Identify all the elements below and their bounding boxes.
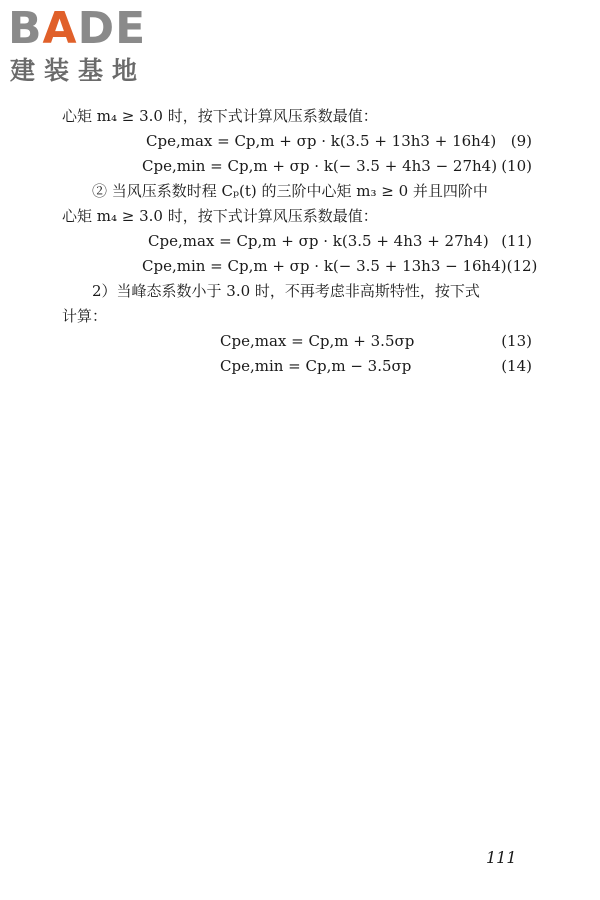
logo-wordmark: BADE	[8, 3, 147, 54]
equation-14: Cpe,min = Cp,m − 3.5σp (14)	[220, 357, 532, 375]
equation-12: Cpe,min = Cp,m + σp · k(− 3.5 + 13h3 − 16h4) (12)	[142, 257, 538, 275]
equation-11: Cpe,max = Cp,m + σp · k(3.5 + 4h3 + 27h4) (11)	[148, 232, 532, 250]
logo	[8, 3, 178, 88]
equation-13: Cpe,max = Cp,m + 3.5σp (13)	[220, 332, 532, 350]
logo-chinese-name: 建装基地	[10, 56, 147, 85]
text-line: 心矩 m₄ ≥ 3.0 时，按下式计算风压系数最值：	[62, 107, 378, 125]
text-line: ② 当风压系数时程 Cₚ(t) 的三阶中心矩 m₃ ≥ 0 并且四阶中	[92, 182, 488, 200]
text-line: 心矩 m₄ ≥ 3.0 时，按下式计算风压系数最值：	[62, 207, 378, 225]
equation-9: Cpe,max = Cp,m + σp · k(3.5 + 13h3 + 16h4) (9)	[146, 132, 532, 150]
page-number: 111	[486, 848, 517, 867]
page-content	[62, 104, 538, 379]
equation-10: Cpe,min = Cp,m + σp · k(− 3.5 + 4h3 − 27h4) (10)	[142, 157, 532, 175]
text-line: 计算：	[62, 307, 108, 325]
text-line: 2）当峰态系数小于 3.0 时，不再考虑非高斯特性，按下式	[92, 282, 480, 300]
